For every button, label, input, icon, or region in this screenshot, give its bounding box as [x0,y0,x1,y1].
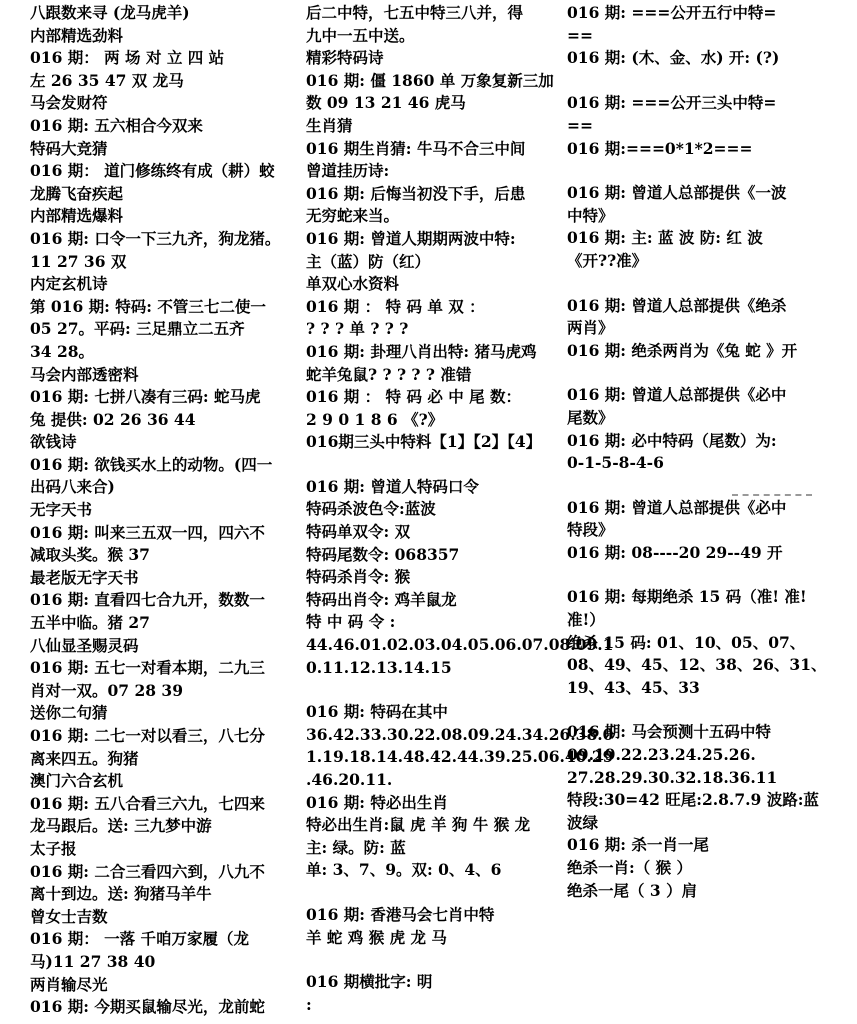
text-line: 绝杀一尾（ 3 ）肩 [567,880,698,900]
text-line: 单: 3、7、9。双: 0、4、6 [306,860,502,880]
text-line: 兔 提供: 02 26 36 44 [30,409,196,429]
text-line: == [567,25,593,45]
text-line: : [306,994,312,1014]
text-line: 数 09 13 21 46 虎马 [306,93,466,113]
text-line: 016 期: 曾道人总部提供《必中 [567,385,787,405]
text-line: 016 期: 08----20 29--49 开 [567,542,783,562]
text-line: 最老版无字天书 [30,567,139,587]
text-block [567,497,817,565]
text-line: 龙腾飞奋疾起 [30,183,124,203]
text-line: 龙马跟后。送: 三九梦中游 [30,816,212,836]
text-line: 44.46.01.02.03.04.05.06.07.08.09.1 [306,635,614,655]
text-line: 内部精选爆料 [30,206,124,226]
text-line: 36.42.33.30.22.08.09.24.34.26.38.0 [306,724,614,744]
text-line: 特码大竞猜 [30,138,108,158]
text-line: 《开??准》 [567,250,648,270]
text-line: 特段》 [567,520,614,540]
text-line: 特段:30=42 旺尾:2.8.7.9 波路:蓝 [567,790,819,810]
text-block [567,384,817,474]
text-line: 016 期: 五七一对看本期，二九三 [30,658,265,678]
text-line: 肖对一双。07 28 39 [30,680,184,700]
text-line: 016 期: 主: 蓝 波 防: 红 波 [567,228,763,248]
text-line: 016 期: 今期买鼠输尽光，龙前蛇 [30,997,265,1017]
text-line: 特码出肖令: 鸡羊鼠龙 [306,589,457,609]
text-line: 016 期: 后悔当初没下手，后患 [306,183,526,203]
text-line: 曾道挂历诗: [306,161,390,181]
text-line: 016 期： 两 场 对 立 四 站 [30,48,225,68]
text-line: 绝杀一肖:（ 猴 ） [567,858,693,877]
text-line: 绝杀 15 码: 01、10、05、07、 [567,632,806,652]
text-line: 特码单双令: 双 [306,522,411,542]
text-line: 016 期: 叫来三五双一四，四六不 [30,522,265,542]
text-line: 016 期: 五八合看三六九，七四来 [30,793,265,813]
text-line: 016 期: ===公开三头中特= [567,93,777,113]
text-line: 波绿 [567,812,599,832]
text-line: 单双心水资料 [306,274,400,294]
text-line: 九中一五中送。 [306,25,415,45]
text-line: 016 期: 僵 1860 单 万象复新三加 [306,70,554,90]
text-line: 09.19.22.23.24.25.26. [567,745,756,765]
text-line: 016 期: ===公开五行中特= [567,3,777,22]
text-line: 016期三头中特料【1】【2】【4】 [306,432,542,452]
text-block [567,586,827,699]
text-line: 11 27 36 双 [30,251,127,271]
text-block [567,182,817,272]
text-line: 尾数》 [567,407,614,427]
text-line: 澳门六合玄机 [30,771,124,791]
text-line: 八仙显圣赐灵码 [30,635,139,655]
text-line: 特必出生肖:鼠 虎 羊 狗 牛 猴 龙 [306,815,531,835]
text-line: 特码杀肖令: 猴 [306,567,411,587]
text-line: 19、43、45、33 [567,677,700,697]
text-line: 016 期: 欲钱买水上的动物。(四一 [30,454,273,474]
text-block [567,721,817,902]
text-line: 后二中特，七五中特三八并，得 [306,3,524,22]
text-line: 蛇羊兔鼠? ? ? ? ? 准错 [306,364,472,384]
text-line: 马)11 27 38 40 [30,951,156,971]
text-line: 羊 蛇 鸡 猴 虎 龙 马 [306,927,447,947]
text-line: 016 期： 道门修练终有成（耕）蛟 [30,161,275,181]
text-line: 016 期: (木、金、水) 开: (?) [567,48,780,68]
dashed-divider [732,494,812,496]
text-line: 两肖》 [567,318,614,338]
text-line: 016 期: 直看四七合九开，数数一 [30,590,265,610]
text-line: 016 期: 必中特码（尾数）为: [567,430,777,450]
text-line: 016 期: 口令一下三九齐，狗龙猪。 [30,228,281,248]
text-line: 05 27。平码: 三足鼎立二五齐 [30,319,245,339]
text-line: 08、49、45、12、38、26、31、 [567,655,827,675]
text-line: 主: 绿。防: 蓝 [306,837,406,857]
text-line: 016 期:===0*1*2=== [567,138,753,158]
text-line: 主（蓝）防（红） [306,251,431,271]
text-block [306,2,560,454]
text-line: 016 期: 马会预测十五码中特 [567,722,771,742]
text-line: 016 期: 曾道人总部提供《一波 [567,183,787,203]
text-block [306,904,560,949]
text-line: 016 期: 二七一对以看三，八七分 [30,726,265,745]
text-line: 特码尾数令: 068357 [306,544,460,564]
text-line: 离来四五。狗猪 [30,748,139,768]
text-line: 内定玄机诗 [30,274,108,294]
left-column [30,2,298,1019]
text-line: 016 期: 曾道人总部提供《绝杀 [567,295,787,315]
text-block [567,295,817,363]
text-line: 016 期: 五六相合今双来 [30,115,203,135]
text-block [306,971,560,1016]
text-line: 0-1-5-8-4-6 [567,453,664,473]
text-line: 016 期: 曾道人特码口令 [306,476,479,496]
text-block [567,2,817,160]
text-line [567,70,817,93]
text-line: 无穷蛇来当。 [306,206,400,226]
text-line: 27.28.29.30.32.18.36.11 [567,767,778,787]
text-line: 016 期: 绝杀两肖为《兔 蛇 》开 [567,340,798,360]
text-line: 中特》 [567,205,614,225]
text-line: == [567,115,593,135]
text-line: 精彩特码诗 [306,48,384,68]
text-line: 无字天书 [30,500,93,520]
text-line: 送你二句猜 [30,703,108,723]
text-line: 016 期: 特码在其中 [306,702,448,722]
right-column [567,2,827,902]
text-line: 016 期: 特必出生肖 [306,792,448,812]
text-line: 016 期 ： 特 码 单 双 ： [306,296,485,316]
text-line: 016 期: 曾道人总部提供《必中 [567,497,787,517]
text-line: 1.19.18.14.48.42.44.39.25.06.40.29 [306,747,614,767]
text-line: 出码八来合) [30,477,115,497]
text-line: 016 期: 香港马会七肖中特 [306,904,495,924]
text-line: 016 期: 卦理八肖出特: 猪马虎鸡 [306,341,537,361]
text-line: 曾女士吉数 [30,906,108,926]
text-line: .46.20.11. [306,770,393,789]
text-line: 八跟数来寻 (龙马虎羊) [30,3,190,22]
text-line: 第 016 期: 特码: 不管三七二使一 [30,296,266,316]
text-line: 特 中 码 令 : [306,612,396,632]
text-line: 016 期: 曾道人期期两波中特: [306,228,516,248]
text-line: 左 26 35 47 双 龙马 [30,70,184,90]
text-line: 太子报 [30,838,77,858]
text-line: 2 9 0 1 8 6 《?》 [306,409,444,429]
text-line: 马会内部透密料 [30,364,139,384]
text-line: 34 28。 [30,341,95,361]
text-line: 两肖输尽光 [30,974,108,994]
text-line: 016 期: 每期绝杀 15 码（准! 准! [567,587,807,607]
text-line: 016 期 ： 特 码 必 中 尾 数： [306,387,522,407]
text-line: ? ? ? 单 ? ? ? [306,319,409,339]
text-line: 马会发财符 [30,93,108,113]
text-line: 016 期生肖猜: 牛马不合三中间 [306,138,526,158]
text-line: 减取头奖。猴 37 [30,545,150,565]
text-line: 016 期横批字: 明 [306,972,433,992]
text-line: 016 期: 七拼八凑有三码: 蛇马虎 [30,387,261,407]
text-line: 016 期: 二合三看四六到，八九不 [30,861,265,881]
text-line: 016 期: 杀一肖一尾 [567,835,709,855]
text-line: 五半中临。猪 27 [30,613,150,633]
text-line: 生肖猜 [306,115,353,135]
text-line: 离十到边。送: 狗猪马羊牛 [30,884,212,904]
text-line: 内部精选劲料 [30,25,124,45]
text-line: 016 期： 一落 千咱万家履（龙 [30,929,250,949]
text-line: 准!） [567,610,605,630]
text-line: 特码杀波色令:蓝波 [306,499,436,519]
text-line: 0.11.12.13.14.15 [306,657,452,677]
text-line: 欲钱诗 [30,432,77,452]
